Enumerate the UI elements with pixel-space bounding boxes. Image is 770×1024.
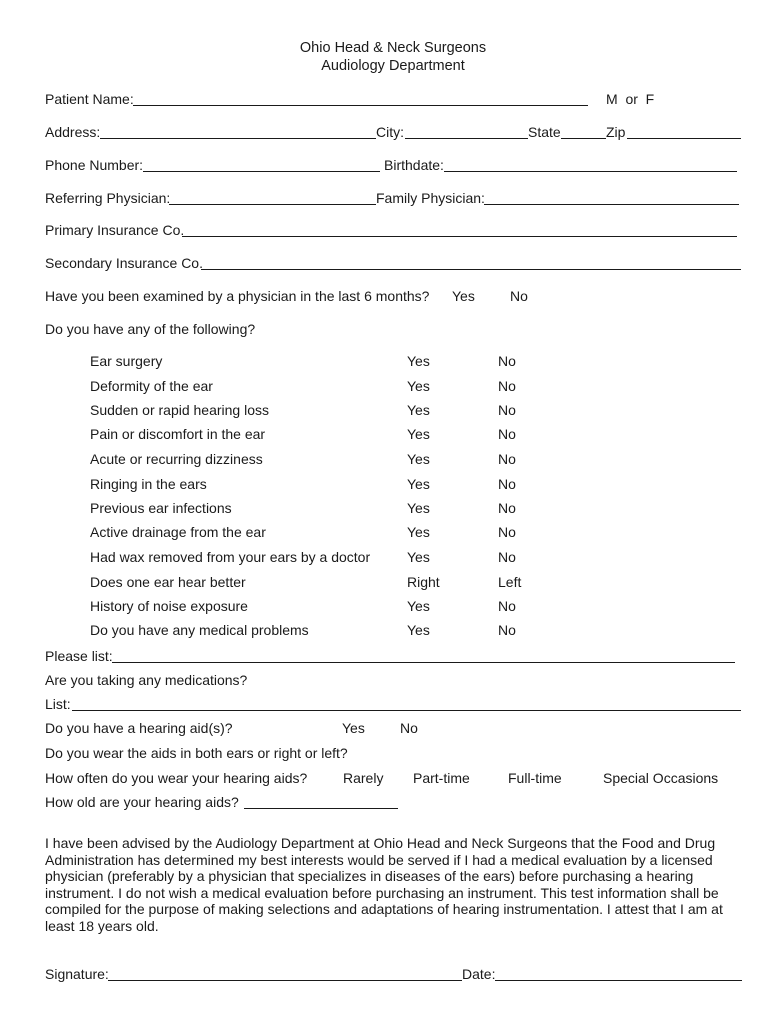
condition-option-2[interactable]: No xyxy=(498,451,516,467)
zip-label: Zip xyxy=(606,124,626,140)
condition-label: History of noise exposure xyxy=(90,598,248,614)
condition-label: Does one ear hear better xyxy=(90,574,246,590)
patient-name-field[interactable] xyxy=(133,105,588,106)
frequency-option-full-time[interactable]: Full-time xyxy=(508,770,562,786)
frequency-option-special-occasions[interactable]: Special Occasions xyxy=(603,770,719,786)
condition-option-1[interactable]: Yes xyxy=(407,524,430,540)
referring-physician-label: Referring Physician: xyxy=(45,190,171,206)
condition-label: Pain or discomfort in the ear xyxy=(90,426,266,442)
state-label: State xyxy=(528,124,561,140)
condition-option-1[interactable]: Yes xyxy=(407,451,430,467)
hearing-aid-question: Do you have a hearing aid(s)? xyxy=(45,720,233,736)
form-subtitle: Audiology Department xyxy=(321,58,465,74)
family-physician-label: Family Physician: xyxy=(376,190,485,206)
condition-option-1[interactable]: Yes xyxy=(407,426,430,442)
condition-label: Had wax removed from your ears by a doctor xyxy=(90,549,371,565)
sex-options[interactable]: M or F xyxy=(606,91,655,107)
age-field[interactable] xyxy=(244,808,398,809)
hearing-aid-no-option[interactable]: No xyxy=(400,720,418,736)
primary-insurance-field[interactable] xyxy=(182,236,737,237)
frequency-option-part-time[interactable]: Part-time xyxy=(413,770,470,786)
condition-option-2[interactable]: No xyxy=(498,476,516,492)
condition-option-2[interactable]: No xyxy=(498,622,516,638)
condition-option-2[interactable]: No xyxy=(498,524,516,540)
birthdate-field[interactable] xyxy=(444,171,737,172)
address-label: Address: xyxy=(45,124,101,140)
phone-label: Phone Number: xyxy=(45,157,144,173)
exam-no-option[interactable]: No xyxy=(510,288,528,304)
condition-option-2[interactable]: No xyxy=(498,353,516,369)
conditions-prompt: Do you have any of the following? xyxy=(45,321,256,337)
condition-option-1[interactable]: Yes xyxy=(407,402,430,418)
frequency-question: How often do you wear your hearing aids? xyxy=(45,770,308,786)
primary-insurance-label: Primary Insurance Co. xyxy=(45,222,185,238)
condition-label: Deformity of the ear xyxy=(90,378,213,394)
condition-option-1[interactable]: Right xyxy=(407,574,440,590)
family-physician-field[interactable] xyxy=(484,204,739,205)
list-label: List: xyxy=(45,696,71,712)
date-label: Date: xyxy=(462,966,496,982)
city-label: City: xyxy=(376,124,404,140)
condition-option-2[interactable]: No xyxy=(498,378,516,394)
frequency-option-rarely[interactable]: Rarely xyxy=(343,770,384,786)
condition-option-1[interactable]: Yes xyxy=(407,549,430,565)
referring-physician-field[interactable] xyxy=(169,204,376,205)
form-title: Ohio Head & Neck Surgeons xyxy=(299,40,487,56)
zip-field[interactable] xyxy=(627,138,741,139)
phone-field[interactable] xyxy=(143,171,380,172)
condition-option-1[interactable]: Yes xyxy=(407,598,430,614)
birthdate-label: Birthdate: xyxy=(384,157,444,173)
medications-question: Are you taking any medications? xyxy=(45,672,248,688)
condition-label: Do you have any medical problems xyxy=(90,622,309,638)
secondary-insurance-label: Secondary Insurance Co. xyxy=(45,255,203,271)
exam-yes-option[interactable]: Yes xyxy=(452,288,475,304)
city-field[interactable] xyxy=(405,138,528,139)
condition-option-2[interactable]: No xyxy=(498,500,516,516)
please-list-label: Please list: xyxy=(45,648,113,664)
address-field[interactable] xyxy=(100,138,376,139)
condition-option-1[interactable]: Yes xyxy=(407,378,430,394)
condition-option-2[interactable]: No xyxy=(498,549,516,565)
secondary-insurance-field[interactable] xyxy=(201,269,741,270)
medications-list-field[interactable] xyxy=(72,710,741,711)
patient-name-label: Patient Name: xyxy=(45,91,134,107)
condition-option-1[interactable]: Yes xyxy=(407,500,430,516)
condition-label: Active drainage from the ear xyxy=(90,524,266,540)
condition-option-1[interactable]: Yes xyxy=(407,353,430,369)
signature-field[interactable] xyxy=(108,980,462,981)
condition-option-2[interactable]: No xyxy=(498,426,516,442)
condition-option-2[interactable]: Left xyxy=(498,574,522,590)
condition-label: Sudden or rapid hearing loss xyxy=(90,402,270,418)
state-field[interactable] xyxy=(561,138,606,139)
exam-question: Have you been examined by a physician in the last 6 months? xyxy=(45,288,430,304)
signature-label: Signature: xyxy=(45,966,109,982)
condition-option-2[interactable]: No xyxy=(498,598,516,614)
condition-label: Acute or recurring dizziness xyxy=(90,451,263,467)
age-question: How old are your hearing aids? xyxy=(45,794,239,810)
date-field[interactable] xyxy=(495,980,742,981)
hearing-aid-yes-option[interactable]: Yes xyxy=(342,720,365,736)
condition-option-1[interactable]: Yes xyxy=(407,476,430,492)
condition-option-1[interactable]: Yes xyxy=(407,622,430,638)
please-list-field[interactable] xyxy=(112,662,735,663)
condition-label: Previous ear infections xyxy=(90,500,232,516)
condition-option-2[interactable]: No xyxy=(498,402,516,418)
ears-question: Do you wear the aids in both ears or right or left? xyxy=(45,745,348,761)
condition-label: Ear surgery xyxy=(90,353,163,369)
attestation-statement: I have been advised by the Audiology Department at Ohio Head and Neck Surgeons that the Food and Drug Administration has determined my best interests would be served if I had a medical evaluation by a licensed physician (preferably by a physician that specializes in diseases of the ears) before purchasing a hearing instrument. I do not wish a medical evaluation before purchasing an instrument. This test information shall be compiled for the purpose of making selections and adaptations of hearing instrumentation. I attest that I am at least 18 years old. xyxy=(45,835,723,934)
condition-label: Ringing in the ears xyxy=(90,476,207,492)
